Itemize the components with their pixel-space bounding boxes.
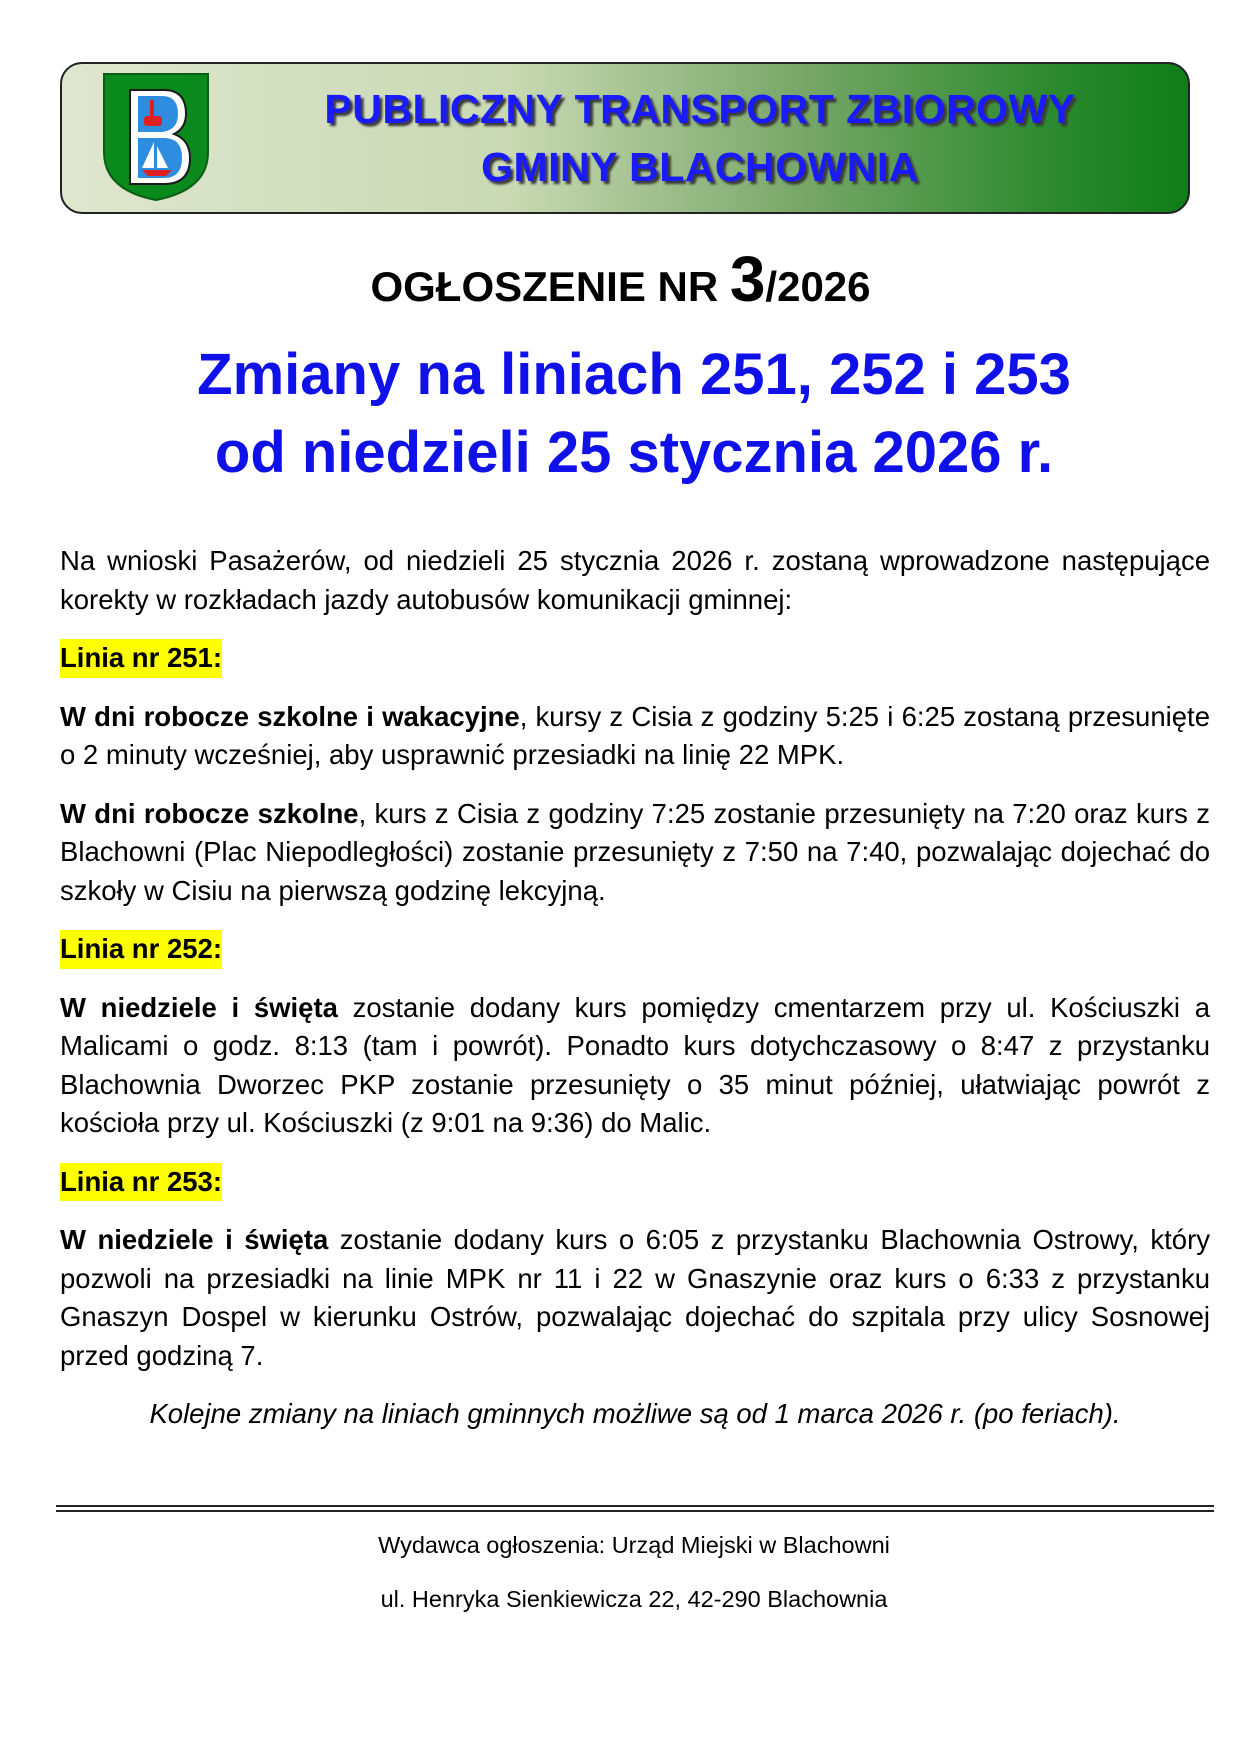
paragraph <box>60 698 1210 775</box>
header-banner <box>60 62 1190 214</box>
announcement-prefix: OGŁOSZENIE NR <box>370 263 730 310</box>
section-line-253 <box>60 1163 1210 1376</box>
intro-paragraph: Na wnioski Pasażerów, od niedzieli 25 stycznia 2026 r. zostaną wprowadzone następujące korekty w rozkładach jazdy autobusów komunikacji gminnej: <box>60 545 1210 615</box>
footer-address: ul. Henryka Sienkiewicza 22, 42-290 Blachownia <box>380 1586 888 1612</box>
footer-divider <box>56 1505 1214 1512</box>
announcement-year: /2026 <box>765 263 871 310</box>
paragraph-bold: W dni robocze szkolne <box>60 797 359 829</box>
paragraph <box>60 1221 1210 1375</box>
section-label: Linia nr 252: <box>60 930 222 969</box>
paragraph-text: , kurs z Cisia z godziny 7:25 zostanie przesunięty na 7:20 oraz kurs z Blachowni (Plac Niepodległości) zostanie przesunięty z 7:50 na 7:40, pozwalając dojechać do szkoły w Cisiu na pierwszą godzinę lekcyjną. <box>60 797 1211 906</box>
section-line-251 <box>60 639 1210 910</box>
paragraph-text: , kursy z Cisia z godziny 5:25 i 6:25 zostaną przesunięte o 2 minuty wcześniej, aby usprawnić przesiadki na linię 22 MPK. <box>60 700 1210 770</box>
paragraph-bold: W niedziele i święta <box>60 991 338 1023</box>
paragraph <box>60 795 1210 911</box>
header-title <box>232 80 1168 196</box>
headline-line2: od niedzieli 25 stycznia 2026 r. <box>214 420 1054 485</box>
announcement-number-value: 3 <box>729 243 766 315</box>
headline <box>0 336 1241 492</box>
header-title-line1: PUBLICZNY TRANSPORT ZBIOROWY <box>324 86 1076 132</box>
announcement-number <box>0 242 1241 316</box>
paragraph-bold: W dni robocze szkolne i wakacyjne <box>60 700 520 732</box>
announcement-body <box>60 542 1210 1454</box>
headline-line1: Zmiany na liniach 251, 252 i 253 <box>197 342 1071 407</box>
coat-of-arms-logo <box>102 72 210 202</box>
section-label: Linia nr 253: <box>60 1163 222 1202</box>
paragraph-bold: W niedziele i święta <box>60 1224 329 1255</box>
footer-publisher: Wydawca ogłoszenia: Urząd Miejski w Blachowni <box>378 1532 890 1558</box>
header-title-line2: GMINY BLACHOWNIA <box>481 144 919 190</box>
paragraph-text: zostanie dodany kurs pomiędzy cmentarzem przy ul. Kościuszki a Malicami o godz. 8:13 (tam i powrót). Ponadto kurs dotychczasowy o 8:47 z przystanku Blachownia Dworzec PKP zostanie przesunięty o 35 minut później, ułatwiając powrót z kościoła przy ul. Kościuszki (z 9:01 na 9:36) do Malic. <box>60 991 1210 1138</box>
closing-note: Kolejne zmiany na liniach gminnych możliwe są od 1 marca 2026 r. (po feriach). <box>149 1398 1121 1429</box>
section-line-252 <box>60 930 1210 1143</box>
paragraph <box>60 989 1210 1143</box>
section-label: Linia nr 251: <box>60 639 222 678</box>
paragraph-text: zostanie dodany kurs o 6:05 z przystanku Blachownia Ostrowy, który pozwoli na przesiadki na linie MPK nr 11 i 22 w Gnaszynie oraz kurs o 6:33 z przystanku Gnaszyn Dospel w kierunku Ostrów, pozwalając dojechać do szpitala przy ulicy Sosnowej przed godziną 7. <box>60 1224 1210 1371</box>
